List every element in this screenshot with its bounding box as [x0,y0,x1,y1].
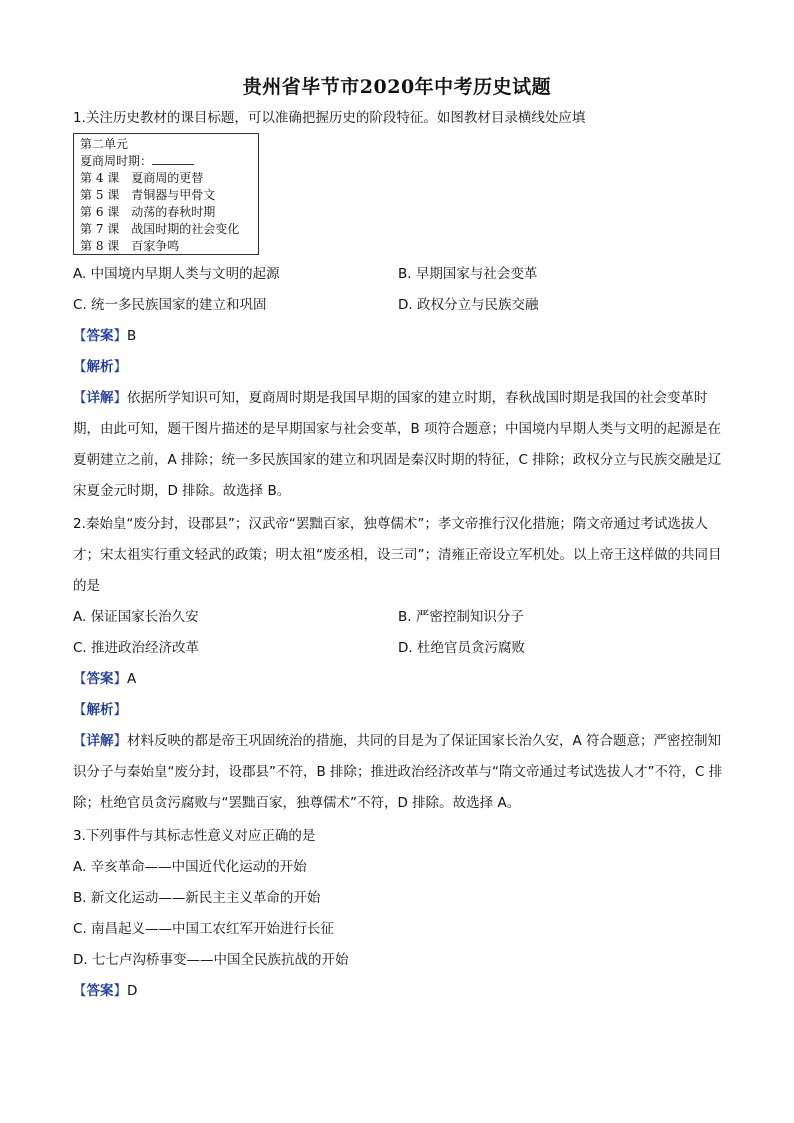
q2-option-a: A. 保证国家长治久安 [73,609,199,625]
q3-answer: 【答案】D [73,983,138,999]
q2-detail: 【详解】材料反映的都是帝王巩固统治的措施，共同的目是为了保证国家长治久安，A 符合题意；严密控制知识分子与秦始皇“废分封，设郡县”不符，B 排除；推进政治经济改革与“隋文帝通过考试选拔人才”不符，C 排除；杜绝官员贪污腐败与“罢黜百家，独尊儒术”不符，D 排除。故选择 A。 [73,733,723,811]
q3-option-c: C. 南昌起义——中国工农红军开始进行长征 [73,921,335,937]
q2-stem: 2.秦始皇“废分封，设郡县”；汉武帝“罢黜百家，独尊儒术”；孝文帝推行汉化措施；隋文帝通过考试选拔人才；宋太祖实行重文轻武的政策；明太祖“废丞相，设三司”；清雍正帝设立军机处。以上帝王这样做的共同目的是 [73,516,722,594]
toc-line: 第 7 课 战国时期的社会变化 [80,222,240,236]
q1-option-d: D. 政权分立与民族交融 [398,297,539,313]
q2-option-b: B. 严密控制知识分子 [398,609,524,625]
toc-line: 第 5 课 青铜器与甲骨文 [80,188,216,202]
q3-option-a: A. 辛亥革命——中国近代化运动的开始 [73,859,307,875]
toc-line: 第 4 课 夏商周的更替 [80,171,204,185]
q2-option-c: C. 推进政治经济改革 [73,640,200,656]
toc-line-blank: 夏商周时期： [80,153,252,170]
q2-analysis-heading: 【解析】 [73,702,127,718]
q3-option-d: D. 七七卢沟桥事变——中国全民族抗战的开始 [73,952,349,968]
q2-option-d: D. 杜绝官员贪污腐败 [398,640,525,656]
fill-blank [152,153,194,165]
toc-line: 第 8 课 百家争鸣 [80,239,180,253]
q1-option-c: C. 统一多民族国家的建立和巩固 [73,297,267,313]
q1-analysis-heading: 【解析】 [73,359,127,375]
toc-line: 第二单元 [80,137,129,151]
q3-option-b: B. 新文化运动——新民主主义革命的开始 [73,890,321,906]
q1-stem: 1.关注历史教材的课目标题，可以准确把握历史的阶段特征。如图教材目录横线处应填 [73,110,586,126]
q1-option-a: A. 中国境内早期人类与文明的起源 [73,266,280,282]
q2-answer: 【答案】A [73,671,137,687]
page-title: 贵州省毕节市2020年中考历史试题 [242,76,552,98]
q1-toc-figure [73,133,259,255]
q1-option-b: B. 早期国家与社会变革 [398,266,538,282]
q1-detail: 【详解】依据所学知识可知，夏商周时期是我国早期的国家的建立时期，春秋战国时期是我国的社会变革时期，由此可知，题干图片描述的是早期国家与社会变革，B 项符合题意；中国境内早期人类与文明的起源是在夏朝建立之前，A 排除；统一多民族国家的建立和巩固是秦汉时期的特征，C 排除；政权分立与民族交融是辽宋夏金元时期，D 排除。故选择 B。 [73,390,722,499]
q3-stem: 3.下列事件与其标志性意义对应正确的是 [73,828,316,844]
toc-line: 第 6 课 动荡的春秋时期 [80,205,216,219]
q1-answer: 【答案】B [73,328,137,344]
